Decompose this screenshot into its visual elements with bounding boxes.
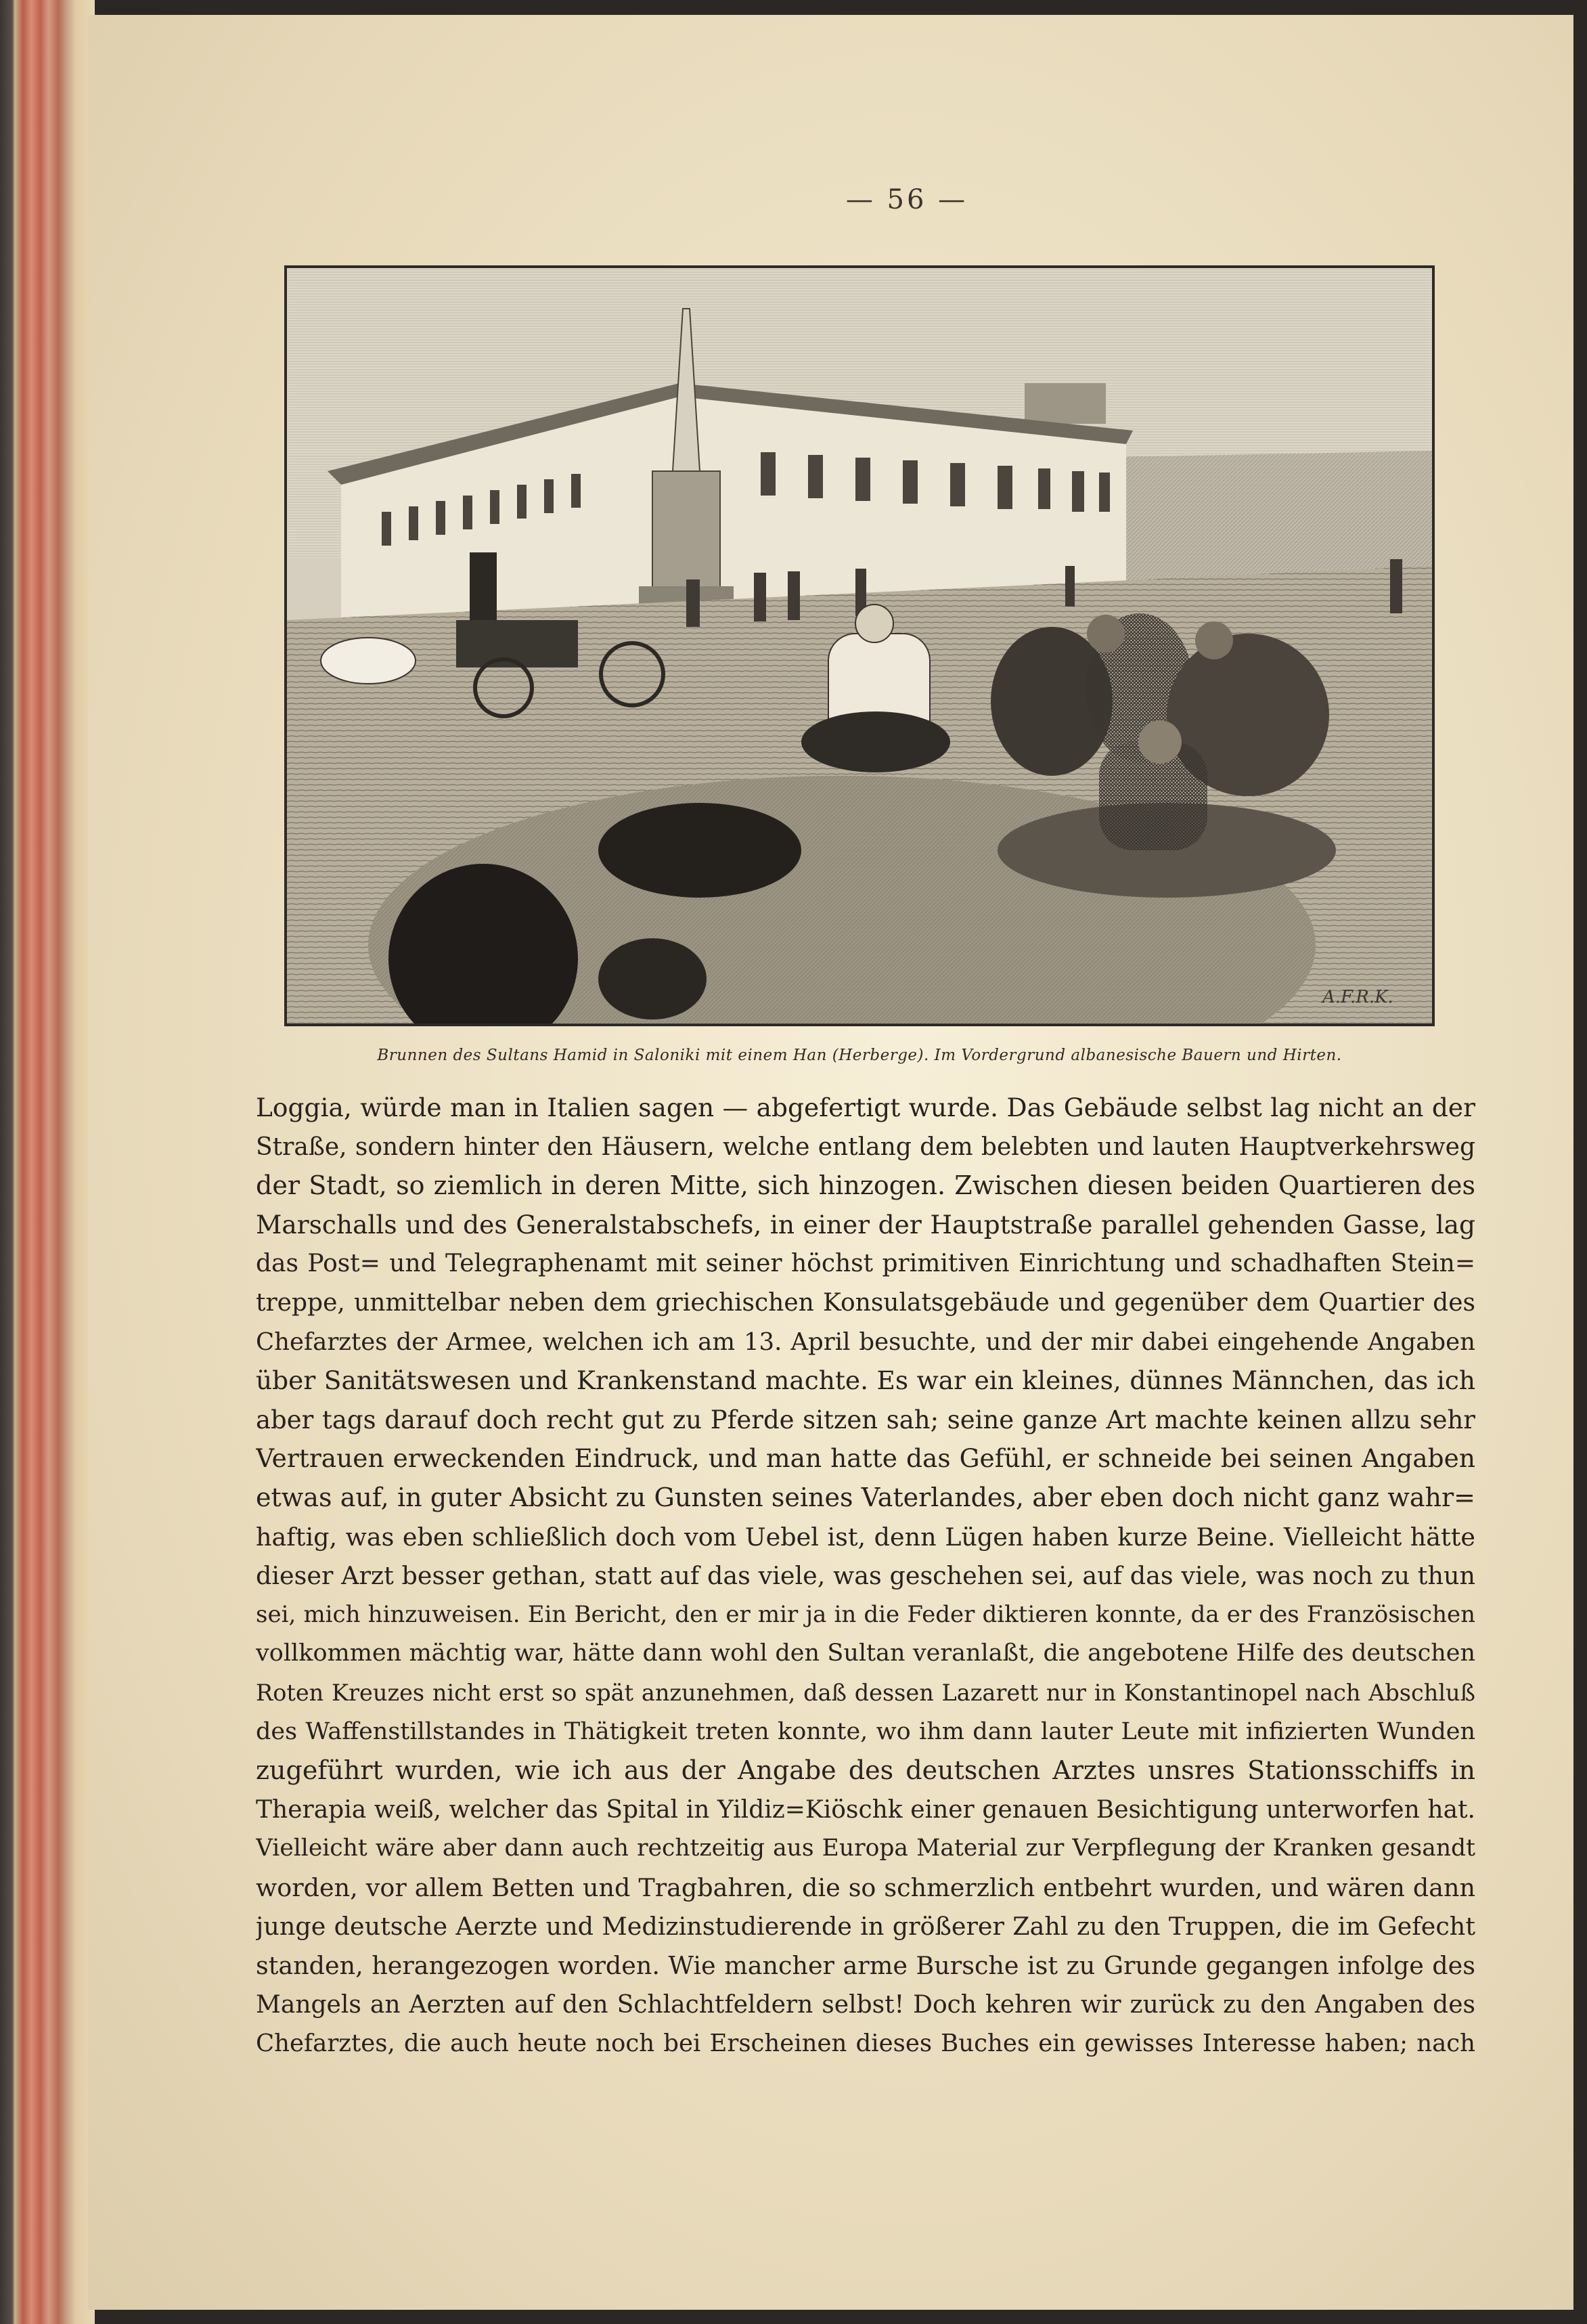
text-line: Loggia, würde man in Italien sagen — abgefertigt wurde. Das Gebäude selbst lag nicht an der — [256, 1093, 1475, 1122]
text-line: worden, vor allem Betten und Tragbahren, die so schmerzlich entbehrt wurden, und wären dann — [256, 1872, 1475, 1902]
text-line: der Stadt, so ziemlich in deren Mitte, sich hinzogen. Zwischen diesen beiden Quartieren des — [256, 1170, 1475, 1201]
engraving-scene — [287, 268, 1432, 1024]
text-line: Roten Kreuzes nicht erst so spät anzunehmen, daß dessen Lazarett nur in Konstantinopel nach Abschluß — [256, 1679, 1475, 1706]
text-line: das Post= und Telegraphenamt mit seiner höchst primitiven Einrichtung und schadhaften Stein= — [256, 1250, 1475, 1278]
text-line: sei, mich hinzuweisen. Ein Bericht, den er mir ja in die Feder diktieren konnte, da er des Französischen — [256, 1600, 1475, 1628]
text-line: treppe, unmittelbar neben dem griechischen Konsulatsgebäude und gegenüber dem Quartier des — [256, 1288, 1475, 1317]
engraving-illustration — [284, 265, 1435, 1026]
illustration-caption: Brunnen des Sultans Hamid in Saloniki mit einem Han (Herberge). Im Vordergrund albanesische Bauern und Hirten. — [377, 1047, 1342, 1064]
text-line: haftig, was eben schließlich doch vom Uebel ist, denn Lügen haben kurze Beine. Vielleicht hätte — [256, 1522, 1475, 1552]
book-page-edge — [0, 0, 95, 2324]
text-line: vollkommen mächtig war, hätte dann wohl den Sultan veranlaßt, die angebotene Hilfe des deutschen — [256, 1640, 1475, 1667]
text-line: standen, herangezogen worden. Wie mancher arme Bursche ist zu Grunde gegangen infolge des — [256, 1951, 1475, 1981]
text-line: dieser Arzt besser gethan, statt auf das viele, was geschehen sei, auf das viele, was noch zu thun — [256, 1561, 1475, 1591]
text-line: Mangels an Aerzten auf den Schlachtfeldern selbst! Doch kehren wir zurück zu den Angaben des — [256, 1990, 1475, 2019]
text-line: Straße, sondern hinter den Häusern, welche entlang dem belebten und lauten Hauptverkehrsweg — [256, 1133, 1475, 1161]
page-number: — 56 — — [845, 184, 968, 215]
text-line: Chefarztes, die auch heute noch bei Erscheinen dieses Buches ein gewisses Interesse haben; nach — [256, 2030, 1475, 2058]
text-line: zugeführt wurden, wie ich aus der Angabe des deutschen Arztes unsres Stationsschiffs in — [256, 1755, 1475, 1786]
text-line: Vertrauen erweckenden Eindruck, und man hatte das Gefühl, er schneide bei seinen Angaben — [256, 1443, 1475, 1474]
text-line: Chefarztes der Armee, welchen ich am 13. April besuchte, und der mir dabei eingehende Angaben — [256, 1328, 1475, 1356]
artist-signature: A.F.R.K. — [1322, 987, 1393, 1007]
text-line: Therapia weiß, welcher das Spital in Yildiz=Kiöschk einer genauen Besichtigung unterworfen hat. — [256, 1795, 1475, 1824]
body-text — [256, 1089, 1475, 2063]
text-line: über Sanitätswesen und Krankenstand machte. Es war ein kleines, dünnes Männchen, das ich — [256, 1365, 1475, 1396]
text-line: etwas auf, in guter Absicht zu Gunsten seines Vaterlandes, aber eben doch nicht ganz wahr= — [256, 1482, 1475, 1512]
text-line: aber tags darauf doch recht gut zu Pferde sitzen sah; seine ganze Art machte keinen allzu sehr — [256, 1405, 1475, 1434]
text-line: Vielleicht wäre aber dann auch rechtzeitig aus Europa Material zur Verpflegung der Kranken gesandt — [256, 1835, 1475, 1862]
text-line: des Waffenstillstandes in Thätigkeit treten konnte, wo ihm dann lauter Leute mit infizierten Wunden — [256, 1717, 1475, 1745]
text-line: Marschalls und des Generalstabschefs, in einer der Hauptstraße parallel gehenden Gasse, lag — [256, 1209, 1475, 1240]
shepherds-group — [991, 613, 1336, 898]
text-line: junge deutsche Aerzte und Medizinstudierende in größerer Zahl zu den Truppen, die im Gefecht — [256, 1912, 1475, 1942]
